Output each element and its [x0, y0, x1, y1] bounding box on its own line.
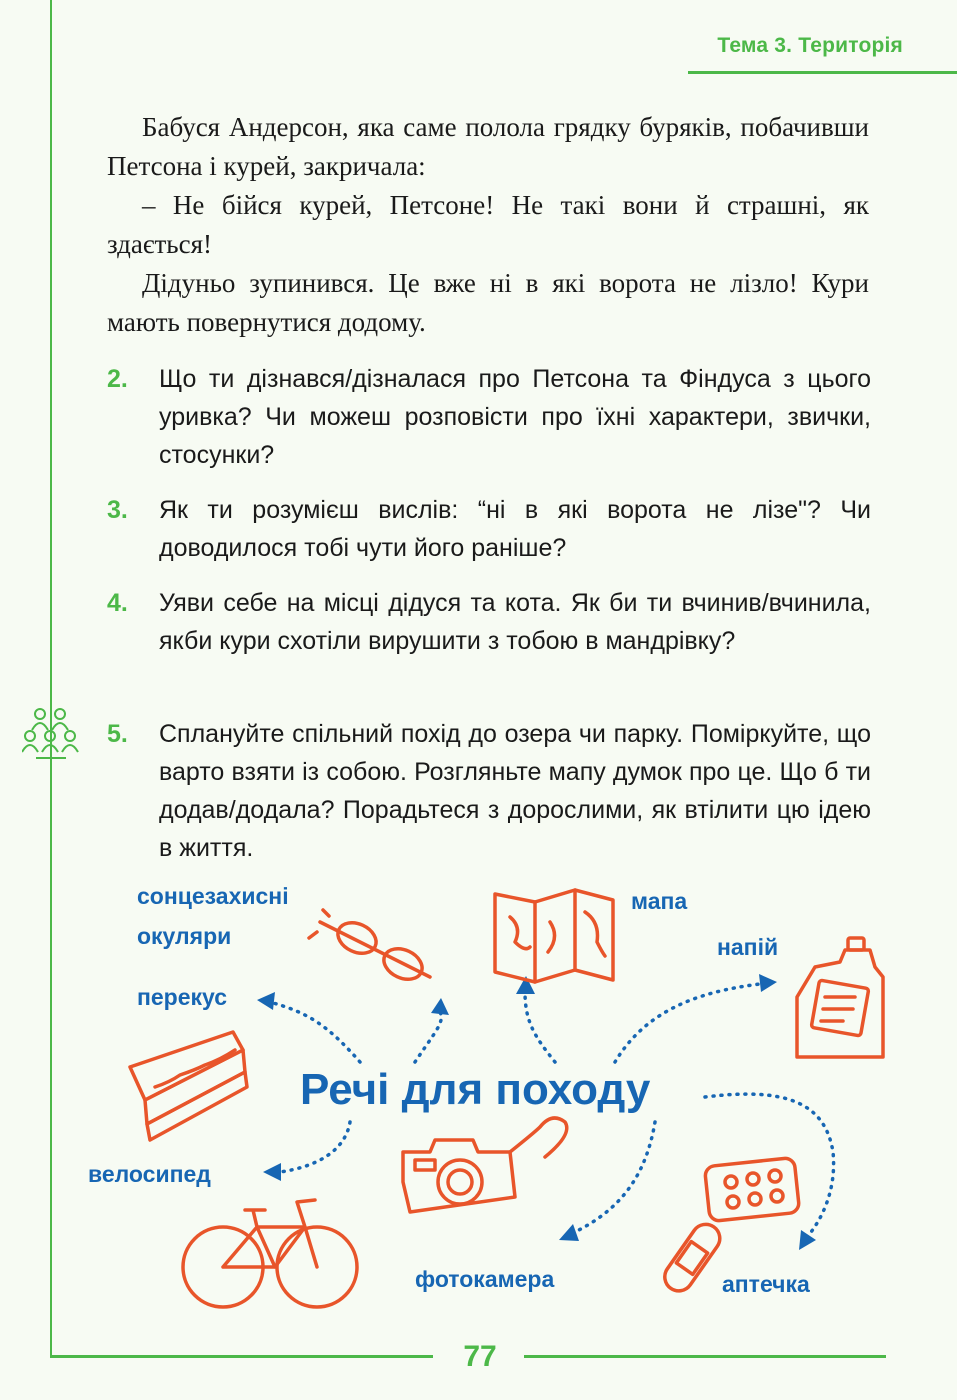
label-sunglasses-line1: сонцезахисні [137, 883, 289, 909]
bottle-illustration [797, 938, 883, 1057]
bandage-illustration [659, 1219, 725, 1296]
story-excerpt [107, 108, 869, 342]
story-paragraph: Бабуся Андерсон, яка саме полола грядку буряків, побачивши Петсона і курей, закричала: [107, 112, 869, 181]
arrow-to-map [525, 992, 555, 1062]
mindmap-title: Речі для походу [300, 1065, 651, 1114]
question-3 [107, 491, 871, 567]
sandwich-illustration [130, 1032, 247, 1140]
header-underline [688, 71, 957, 74]
arrow-head [263, 1163, 281, 1181]
camera-illustration [403, 1118, 567, 1212]
label-sunglasses-line2: окуляри [137, 923, 232, 949]
label-drink: напій [717, 934, 779, 960]
question-4 [107, 584, 871, 660]
arrow-to-snack [270, 1002, 360, 1062]
question-text: Як ти розумієш вислів: “ні в які ворота не лізе"? Чи доводилося тобі чути його раніше? [159, 496, 871, 562]
question-text: Сплануйте спільний похід до озера чи парку. Поміркуйте, що варто взяти із собою. Розгляньте мапу думок про це. Що б ти додав/додала? Порадьтеся з дорослими, як втілити цю ідею в життя. [159, 720, 871, 862]
label-snack: перекус [137, 984, 228, 1010]
question-number: 4. [107, 589, 128, 617]
question-number: 5. [107, 720, 128, 748]
group-work-icon [22, 706, 82, 762]
label-first-aid: аптечка [722, 1271, 810, 1297]
label-map: мапа [631, 888, 688, 914]
footer-line-left [50, 1355, 433, 1358]
page-frame-left-line [50, 0, 52, 1358]
question-number: 3. [107, 496, 128, 524]
arrow-head [257, 992, 275, 1010]
topic-title: Тема 3. Територія [717, 34, 903, 57]
pills-illustration [704, 1157, 799, 1221]
bicycle-illustration [183, 1200, 357, 1307]
arrow-head [759, 974, 777, 992]
label-bicycle: велосипед [88, 1161, 211, 1187]
footer-line-right [524, 1355, 886, 1358]
question-5 [107, 715, 871, 867]
question-2 [107, 360, 871, 474]
story-paragraph: – Не бійся курей, Петсоне! Не такі вони й страшні, як здається! [107, 190, 869, 259]
arrow-head [799, 1230, 816, 1250]
label-camera: фотокамера [415, 1266, 555, 1292]
question-text: Уяви себе на місці дідуся та кота. Як би ти вчинив/вчинила, якби кури схотіли вирушити з тобою в мандрівку? [159, 589, 871, 655]
arrow-to-camera [575, 1122, 655, 1232]
arrow-head [431, 998, 449, 1015]
arrow-to-sunglasses [415, 1012, 441, 1062]
question-text: Що ти дізнався/дізналася про Петсона та Фіндуса з цього уривка? Чи можеш розповісти про їхні характери, звички, стосунки? [159, 365, 871, 469]
arrow-to-bicycle [280, 1122, 350, 1172]
question-number: 2. [107, 365, 128, 393]
folded-map-illustration [495, 890, 613, 982]
mind-map [85, 872, 885, 1332]
arrow-head [559, 1224, 579, 1241]
sunglasses-illustration [309, 910, 430, 985]
page-number: 77 [463, 1340, 497, 1373]
story-paragraph: Дідуньо зупинився. Це вже ні в які ворота не лізло! Кури мають повернутися додому. [107, 268, 869, 337]
arrow-to-drink [615, 984, 760, 1062]
